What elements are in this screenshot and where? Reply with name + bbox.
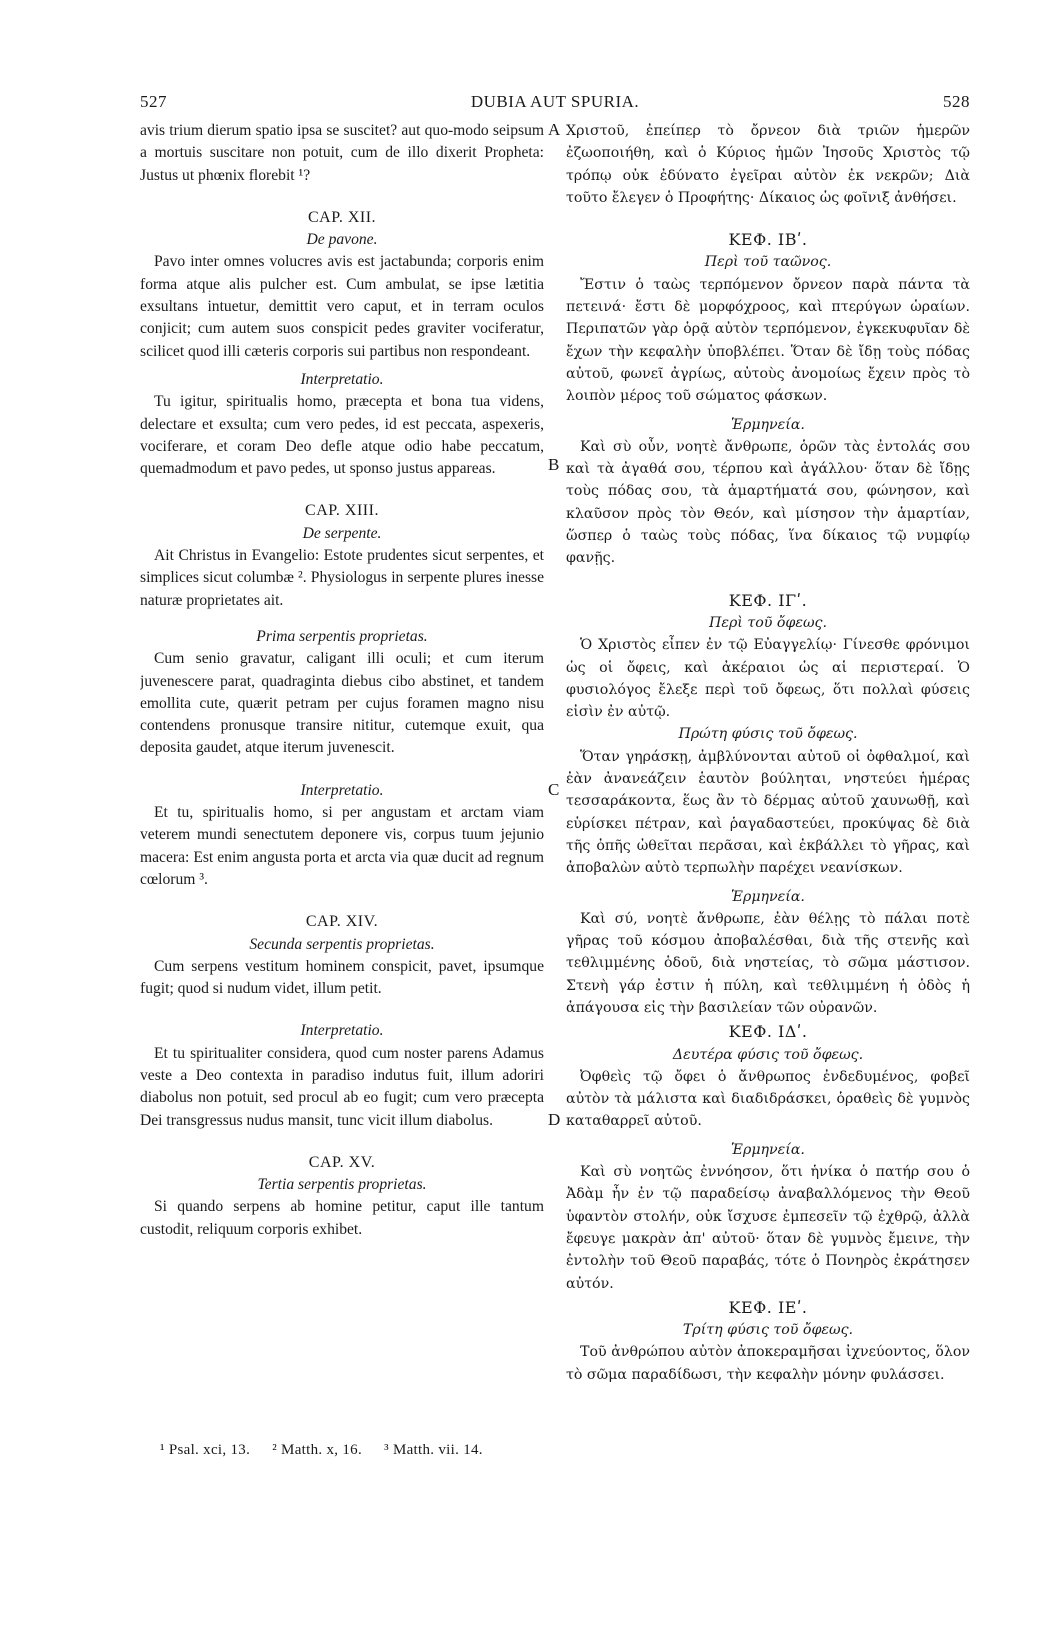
greek-column — [566, 120, 970, 1520]
greek-cap12-interp-heading: Ἑρμηνεία. — [731, 416, 805, 433]
latin-cap13-interp-text: Et tu, spiritualis homo, si per angustam et arctam viam veterem mundi senectutem deponere vis, corpus tuum jejunio macera: Est enim angusta porta et arcta via quæ ducit ad regnum cœlorum ³. — [140, 804, 544, 888]
latin-cap12-text: Pavo inter omnes volucres avis est jactabunda; corporis enim forma atque alis pulcher est. Cum ambulat, se ipse lætitia exsultans intuetur, demittit vero caput, et in terram oculos conjicit; cum autem suos conspicit pedes graviter vociferatur, scilicet quod illi cæteris corporis sui partibus non respondeant. — [140, 253, 544, 360]
page-number-left: 527 — [140, 92, 167, 111]
page-number-right: 528 — [943, 92, 970, 111]
greek-cap12-heading: ΚΕΦ. ΙΒʹ. — [728, 230, 808, 250]
greek-cap12-text: Ἔστιν ὁ ταὼς τερπόμενον ὄρνεον παρὰ πάντα τὰ πετεινά· ἔστι δὲ μορφόχροος, καὶ πτερύγων ὡραίων. Περιπατῶν γὰρ ὁρᾷ αὐτὸν τερπόμενον, ἐγκεκυφυῖαν δὲ ἔχων τὴν κεφαλὴν ὑποβλέπει. Ὅταν δὲ ἴδῃ τοὺς πόδας αὐτοῦ, φωνεῖ ἀγρίως, αὐτοὺς ἀνομοίως ἔχειν πρὸς τὸ λοιπὸν μέρος τοῦ σώματος φάσκων. — [566, 276, 970, 405]
latin-cap13-interp-heading: Interpretatio. — [300, 781, 384, 799]
greek-cap13-text: Ὁ Χριστὸς εἶπεν ἐν τῷ Εὐαγγελίῳ· Γίνεσθε φρόνιμοι ὡς οἱ ὄφεις, καὶ ἀκέραιοι ὡς αἱ περιστεραί. Ὁ φυσιολόγος ἔλεξε περὶ τοῦ ὄφεως, ὅτι πολλαὶ φύσεις εἰσὶν ἐν αὐτῷ. — [566, 637, 970, 721]
latin-cap15-subtitle: Tertia serpentis proprietas. — [257, 1176, 427, 1194]
latin-cap13-prop-heading: Prima serpentis proprietas. — [256, 627, 428, 645]
footnotes — [160, 1442, 580, 1459]
greek-cap13-interp-text: Καὶ σύ, νοητὲ ἄνθρωπε, ἐὰν θέλῃς τὸ πάλαι ποτὲ γῆρας τοῦ κόσμου ἀποβαλέσθαι, διὰ τῆς στενῆς καὶ τεθλιμμένης ὁδοῦ, διὰ νηστείας, τὸ σῶμα μάστισον. Στενὴ γάρ ἐστιν ἡ πύλη, καὶ τεθλιμμένη ἡ ὁδὸς ἡ ἀπάγουσα εἰς τὴν βασιλείαν τῶν οὐρανῶν. — [566, 910, 970, 1016]
margin-letter-b: B — [548, 455, 560, 474]
greek-cap12-interp-text: Καὶ σὺ οὖν, νοητὲ ἄνθρωπε, ὁρῶν τὰς ἐντολάς σου καὶ τὰ ἀγαθά σου, τέρπου καὶ ἀγάλλου· ὅταν δὲ ἴδῃς τοὺς πόδας σου, τὰ ἁμαρτήματά σου, φώνησον, καὶ κλαῦσον πρὸς τὸν Θεόν, καὶ μίσησον τὴν ἁμαρτίαν, ὥσπερ ὁ ταὼς τοὺς πόδας, ἵνα δίκαιος τῷ νυμφίῳ φανῇς. — [566, 438, 970, 567]
latin-column — [140, 120, 544, 1520]
latin-cap15-text: Si quando serpens ab homine petitur, caput ille tantum custodit, reliquum corporis exhibet. — [140, 1198, 544, 1238]
margin-letter-a: A — [548, 120, 561, 139]
greek-cap14-heading: ΚΕΦ. ΙΔʹ. — [728, 1022, 808, 1042]
greek-cap14-interp-heading: Ἑρμηνεία. — [731, 1141, 805, 1158]
latin-cap14-heading: CAP. XIV. — [305, 913, 379, 931]
running-title: DUBIA AUT SPURIA. — [470, 92, 640, 111]
greek-cap13-heading: ΚΕΦ. ΙΓʹ. — [728, 590, 808, 610]
latin-cap14-interp-text: Et tu spiritualiter considera, quod cum noster parens Adamus veste a Deo contexta in paradiso indutus fuit, illum adoriri diabolus non potuit, sed procul ab eo fugit; cum vero præcepta Dei transgressus nudus mansit, tunc vicit illum diabolus. — [140, 1044, 544, 1129]
greek-cap12-subtitle: Περὶ τοῦ ταῶνος. — [704, 254, 832, 271]
greek-cap15-text: Τοῦ ἀνθρώπου αὐτὸν ἀποκεραμῆσαι ἰχνεύοντος, ὅλον τὸ σῶμα παραδίδωσι, τὴν κεφαλὴν μόνην φυλάσσει. — [566, 1344, 970, 1383]
greek-intro: Χριστοῦ, ἐπείπερ τὸ ὄρνεον διὰ τριῶν ἡμερῶν ἐζωοποιήθη, καὶ ὁ Κύριος ἡμῶν Ἰησοῦς Χριστὸς τῷ τρόπῳ οὐκ ἐδύνατο ἐγεῖραι αὐτὸν ἐκ νεκρῶν; Διὰ τοῦτο ἔλεγεν ὁ Προφήτης· Δίκαιος ὡς φοῖνιξ ἀνθήσει. — [566, 123, 970, 206]
greek-cap13-interp-heading: Ἑρμηνεία. — [731, 888, 805, 905]
running-head — [140, 92, 970, 118]
latin-cap14-subtitle: Secunda serpentis proprietas. — [249, 935, 435, 953]
latin-intro: avis trium dierum spatio ipsa se suscitet? aut quo-modo seipsum a mortuis suscitare non potuit, cum de illo dixerit Propheta: Justus ut phœnix florebit ¹? — [140, 122, 544, 184]
latin-cap12-interp-heading: Interpretatio. — [300, 370, 384, 388]
latin-cap13-text: Ait Christus in Evangelio: Estote prudentes sicut serpentes, et simplices sicut columbæ ². Physiologus in serpente plures inesse naturæ proprietates ait. — [140, 547, 544, 609]
footnote-1: ¹ Psal. xci, 13. — [160, 1442, 251, 1458]
greek-cap13-prop-text: Ὅταν γηράσκῃ, ἀμβλύνονται αὐτοῦ οἱ ὀφθαλμοί, καὶ ἐὰν ἀνανεάζειν ἑαυτὸν βούληται, νηστεύει ἡμέρας τεσσαράκοντα, ἕως ἂν τὸ δέρμας αὐτοῦ χαυνωθῇ, καὶ εὑρίσκει πέτραν, καὶ ῥαγαδαστεύει, προκύψας δὲ διὰ τῆς ὀπῆς ὠθεῖται περᾶσαι, καὶ ἐκβάλλει τὸ γῆρας, καὶ ἀποβαλὼν αὐτὸ τερπωλὴν παρέχει νεανίσκων. — [566, 748, 970, 877]
greek-cap15-heading: ΚΕΦ. ΙΕʹ. — [728, 1297, 808, 1317]
footnote-2: ² Matth. x, 16. — [272, 1442, 363, 1458]
latin-cap12-heading: CAP. XII. — [307, 208, 377, 226]
latin-cap13-prop-text: Cum senio gravatur, caligant illi oculi; et cum iterum juvenescere parat, quadraginta diebus cibo abstinet, et tandem emollita cute, quærit petram per cujus foramen magno nisu contendens pronusque transire nititur, cutemque exuit, qua deposita gaudet, atque iterum juvenescit. — [140, 650, 544, 757]
greek-cap13-prop-heading: Πρώτη φύσις τοῦ ὄφεως. — [678, 726, 858, 743]
latin-cap12-interp-text: Tu igitur, spiritualis homo, præcepta et bona tua videns, delectare et exsulta; cum vero pedes, id est peccata, aspexeris, vociferare, et coram Deo defle atque odio habe peccatum, quemadmodum et pavo pedes, ut sponso justus appareas. — [140, 393, 544, 478]
latin-cap14-interp-heading: Interpretatio. — [300, 1022, 384, 1040]
greek-cap14-subtitle: Δευτέρα φύσις τοῦ ὄφεως. — [672, 1046, 864, 1063]
margin-letter-d: D — [548, 1110, 561, 1129]
latin-cap14-text: Cum serpens vestitum hominem conspicit, pavet, ipsumque fugit; quod si nudum videt, illum petit. — [140, 957, 544, 998]
latin-cap13-subtitle: De serpente. — [302, 524, 382, 542]
greek-cap14-text: Ὀφθεὶς τῷ ὄφει ὁ ἄνθρωπος ἐνδεδυμένος, φοβεῖ αὐτὸν τὰ μάλιστα καὶ διαδιδράσκει, ὁραθεὶς δὲ γυμνὸς καταθαρρεῖ αὐτοῦ. — [566, 1068, 970, 1130]
margin-letter-c: C — [548, 780, 560, 799]
greek-cap14-interp-text: Καὶ σὺ νοητῶς ἐννόησον, ὅτι ἡνίκα ὁ πατήρ σου ὁ Ἀδὰμ ἦν ἐν τῷ παραδείσῳ ἀναβαλλόμενος τὴν Θεοῦ ὑφαντὸν στολήν, οὐκ ἴσχυσε ἐμπεσεῖν τῷ ἐχθρῷ, ἀλλὰ ἔφευγε μακρὰν ἀπ' αὐτοῦ· ὅταν δὲ γυμνὸς ἔμεινε, τὴν ἐντολὴν τοῦ Θεοῦ παραβάς, τότε ὁ Πονηρὸς ἐκράτησεν αὐτόν. — [566, 1164, 970, 1292]
latin-cap13-heading: CAP. XIII. — [305, 502, 379, 520]
greek-cap13-subtitle: Περὶ τοῦ ὄφεως. — [708, 614, 828, 631]
latin-cap12-subtitle: De pavone. — [306, 231, 378, 249]
footnote-3: ³ Matth. vii. 14. — [384, 1442, 483, 1458]
greek-cap15-subtitle: Τρίτη φύσις τοῦ ὄφεως. — [682, 1322, 854, 1339]
latin-cap15-heading: CAP. XV. — [308, 1153, 376, 1171]
